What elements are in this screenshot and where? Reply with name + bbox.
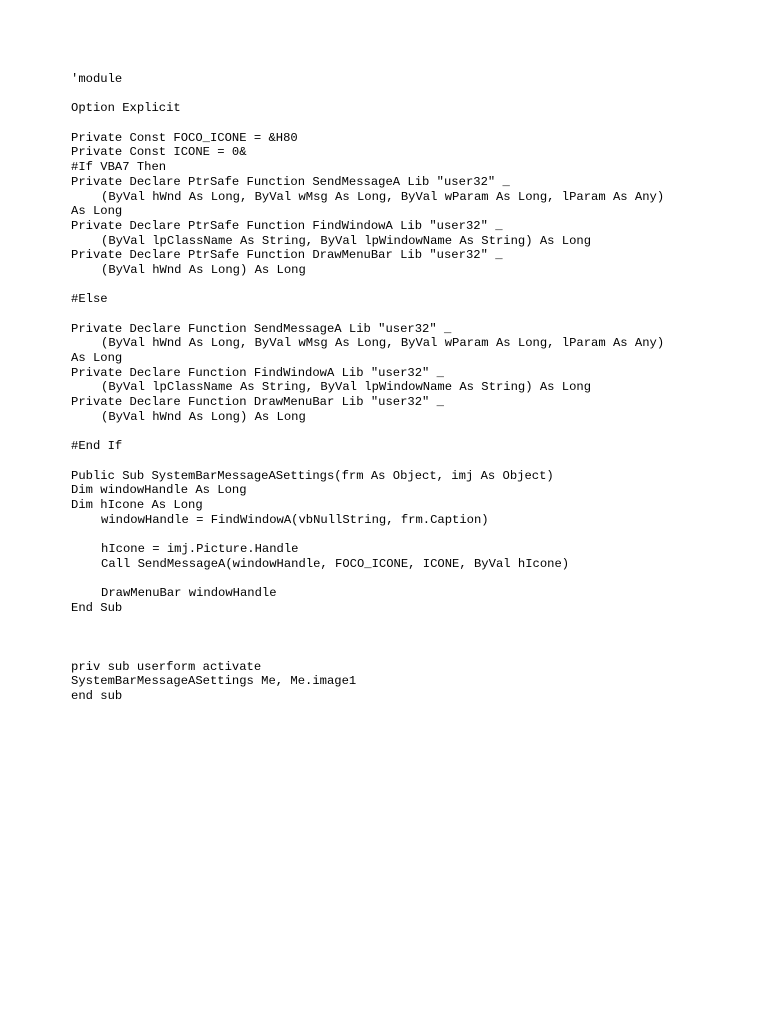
code-line-text: #If VBA7 Then bbox=[71, 160, 167, 175]
code-line bbox=[71, 87, 664, 102]
code-line-text: 'module bbox=[71, 72, 123, 86]
code-line bbox=[71, 248, 664, 263]
code-line-text: Private Declare Function SendMessageA Lib "user32" _ bbox=[71, 321, 452, 336]
code-line bbox=[71, 190, 664, 205]
code-line bbox=[71, 116, 664, 131]
code-line-text: (ByVal hWnd As Long, ByVal wMsg As Long, ByVal wParam As Long, lParam As Any) bbox=[101, 189, 665, 204]
code-line bbox=[71, 395, 664, 410]
code-listing bbox=[71, 72, 664, 704]
code-line bbox=[71, 645, 664, 660]
code-line bbox=[71, 101, 664, 116]
code-line bbox=[71, 542, 664, 557]
code-line-text: Private Const ICONE = 0& bbox=[71, 145, 247, 160]
code-line bbox=[71, 439, 664, 454]
code-line-text: As Long bbox=[71, 351, 123, 366]
code-line bbox=[71, 366, 664, 381]
code-line bbox=[71, 263, 664, 278]
code-line bbox=[71, 630, 664, 645]
code-line-text: (ByVal hWnd As Long) As Long bbox=[101, 262, 306, 277]
code-line-text: Option Explicit bbox=[71, 101, 181, 116]
code-line-text: Private Declare PtrSafe Function DrawMenuBar Lib "user32" _ bbox=[71, 248, 503, 263]
code-line bbox=[71, 278, 664, 293]
code-line-text: hIcone = imj.Picture.Handle bbox=[101, 542, 299, 556]
code-line bbox=[71, 307, 664, 322]
code-line bbox=[71, 145, 664, 160]
code-line bbox=[71, 234, 664, 249]
code-line bbox=[71, 380, 664, 395]
code-line bbox=[71, 615, 664, 630]
code-line-text: Private Declare PtrSafe Function FindWindowA Lib "user32" _ bbox=[71, 218, 503, 233]
code-line bbox=[71, 322, 664, 337]
code-line bbox=[71, 674, 664, 689]
code-line bbox=[71, 660, 664, 675]
code-line-text: SystemBarMessageASettings Me, Me.image1 bbox=[71, 674, 357, 689]
code-line-text: windowHandle = FindWindowA(vbNullString, frm.Caption) bbox=[101, 512, 489, 527]
code-line-text: End Sub bbox=[71, 600, 123, 615]
code-line-text: priv sub userform activate bbox=[71, 659, 262, 674]
code-line-text: Call SendMessageA(windowHandle, FOCO_ICONE, ICONE, ByVal hIcone) bbox=[101, 556, 570, 571]
code-line-text: (ByVal hWnd As Long) As Long bbox=[101, 409, 306, 424]
code-line bbox=[71, 131, 664, 146]
code-line bbox=[71, 571, 664, 586]
code-line bbox=[71, 160, 664, 175]
code-line bbox=[71, 175, 664, 190]
code-line bbox=[71, 292, 664, 307]
code-line bbox=[71, 425, 664, 440]
code-line bbox=[71, 351, 664, 366]
code-line bbox=[71, 469, 664, 484]
code-line-text: Dim windowHandle As Long bbox=[71, 483, 247, 498]
code-line-text: Private Const FOCO_ICONE = &H80 bbox=[71, 130, 298, 145]
code-line bbox=[71, 336, 664, 351]
code-line bbox=[71, 527, 664, 542]
code-line bbox=[71, 72, 664, 87]
code-line-text: Private Declare PtrSafe Function SendMessageA Lib "user32" _ bbox=[71, 174, 510, 189]
code-line-text: Private Declare Function FindWindowA Lib "user32" _ bbox=[71, 365, 444, 380]
code-line bbox=[71, 601, 664, 616]
code-line bbox=[71, 557, 664, 572]
code-line-text: Dim hIcone As Long bbox=[71, 497, 203, 512]
code-line bbox=[71, 513, 664, 528]
code-line bbox=[71, 454, 664, 469]
code-line bbox=[71, 219, 664, 234]
code-line bbox=[71, 498, 664, 513]
code-line bbox=[71, 204, 664, 219]
code-line-text: Public Sub SystemBarMessageASettings(frm As Object, imj As Object) bbox=[71, 468, 554, 483]
code-line-text: DrawMenuBar windowHandle bbox=[101, 586, 277, 601]
code-line bbox=[71, 689, 664, 704]
code-line-text: (ByVal lpClassName As String, ByVal lpWindowName As String) As Long bbox=[101, 380, 592, 395]
code-line-text: As Long bbox=[71, 204, 123, 219]
code-line bbox=[71, 483, 664, 498]
code-line-text: Private Declare Function DrawMenuBar Lib "user32" _ bbox=[71, 395, 444, 410]
code-line-text: #Else bbox=[71, 292, 108, 307]
code-line-text: end sub bbox=[71, 688, 123, 703]
code-line-text: #End If bbox=[71, 439, 123, 454]
code-line bbox=[71, 410, 664, 425]
code-line-text: (ByVal lpClassName As String, ByVal lpWindowName As String) As Long bbox=[101, 233, 592, 248]
code-line-text: (ByVal hWnd As Long, ByVal wMsg As Long, ByVal wParam As Long, lParam As Any) bbox=[101, 336, 665, 351]
code-line bbox=[71, 586, 664, 601]
